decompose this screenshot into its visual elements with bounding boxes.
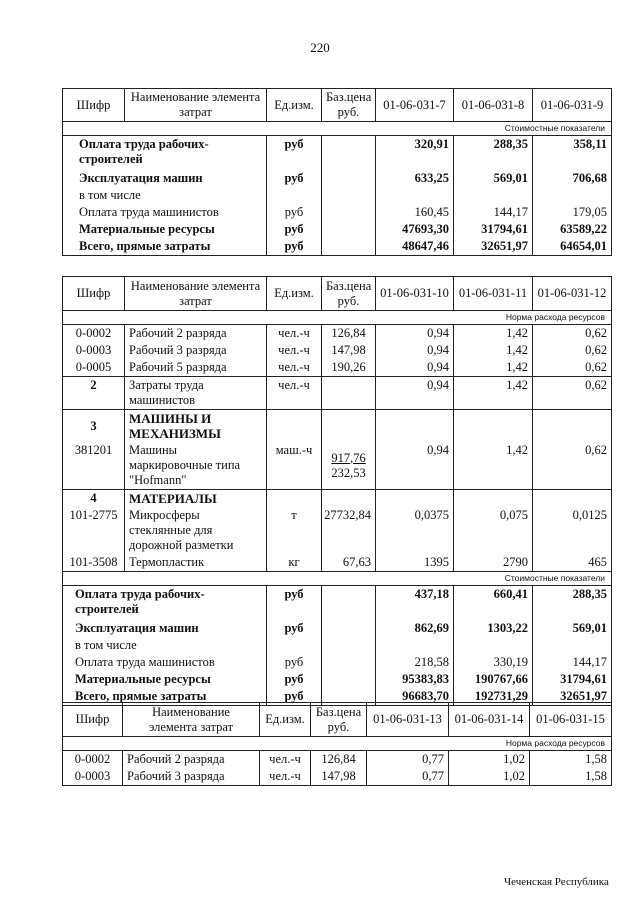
header-price: Баз.цена руб. bbox=[322, 89, 376, 122]
header-col: 01-06-031-10 bbox=[376, 277, 454, 311]
table-row: Оплата труда рабочих-строителей руб 320,91 288,35 358,11 bbox=[63, 136, 612, 170]
page-number: 220 bbox=[310, 40, 330, 55]
header-col: 01-06-031-14 bbox=[449, 703, 530, 737]
table-row: 101-3508 Термопластик кг 67,63 1395 2790 465 bbox=[63, 554, 612, 572]
table-row: Всего, прямые затраты руб 96683,70 192731,29 32651,97 bbox=[63, 688, 612, 706]
header-code: Шифр bbox=[63, 89, 125, 122]
section-label: Стоимостные показатели bbox=[63, 122, 612, 136]
table-row: Оплата труда машинистов руб 160,45 144,17 179,05 bbox=[63, 204, 612, 221]
header-col: 01-06-031-8 bbox=[454, 89, 533, 122]
header-name: Наименование элемента затрат bbox=[125, 277, 267, 311]
table-row: Эксплуатация машин руб 633,25 569,01 706,68 bbox=[63, 170, 612, 187]
table-header bbox=[63, 703, 612, 737]
cost-table-3 bbox=[62, 702, 612, 786]
table-row: Материальные ресурсы руб 47693,30 31794,61 63589,22 bbox=[63, 221, 612, 238]
header-price: Баз.цена руб. bbox=[322, 277, 376, 311]
table-row: Эксплуатация машин руб 862,69 1303,22 569,01 bbox=[63, 620, 612, 637]
cost-table-2 bbox=[62, 276, 612, 706]
footer-region: Чеченская Республика bbox=[504, 876, 609, 888]
table-header bbox=[63, 277, 612, 311]
table-header bbox=[63, 89, 612, 122]
table-row: 2 Затраты труда машинистов чел.-ч 0,94 1,42 0,62 bbox=[63, 377, 612, 410]
header-code: Шифр bbox=[63, 277, 125, 311]
table-row: 4 МАТЕРИАЛЫ bbox=[63, 490, 612, 508]
table-row: 101-2775 Микросферы стеклянные для дорожной разметки т 27732,84 0,0375 0,075 0,0125 bbox=[63, 507, 612, 554]
table-row: 0-0003 Рабочий 3 разряда чел.-ч 147,98 0,77 1,02 1,58 bbox=[63, 768, 612, 786]
header-col: 01-06-031-7 bbox=[376, 89, 454, 122]
table-row: Материальные ресурсы руб 95383,83 190767,66 31794,61 bbox=[63, 671, 612, 688]
table-row: Оплата труда машинистов руб 218,58 330,19 144,17 bbox=[63, 654, 612, 671]
table-row: в том числе bbox=[63, 637, 612, 654]
table-row: 0-0002 Рабочий 2 разряда чел.-ч 126,84 0,77 1,02 1,58 bbox=[63, 751, 612, 769]
header-name: Наименование элемента затрат bbox=[123, 703, 260, 737]
table-row: 3 МАШИНЫ И МЕХАНИЗМЫ bbox=[63, 410, 612, 443]
header-unit: Ед.изм. bbox=[260, 703, 311, 737]
header-name: Наименование элемента затрат bbox=[125, 89, 267, 122]
section-label: Норма расхода ресурсов bbox=[63, 311, 612, 325]
header-col: 01-06-031-12 bbox=[533, 277, 612, 311]
header-col: 01-06-031-15 bbox=[530, 703, 612, 737]
header-col: 01-06-031-11 bbox=[454, 277, 533, 311]
table-row: 0-0003 Рабочий 3 разряда чел.-ч 147,98 0,94 1,42 0,62 bbox=[63, 342, 612, 359]
table-row: 0-0002 Рабочий 2 разряда чел.-ч 126,84 0,94 1,42 0,62 bbox=[63, 325, 612, 343]
header-code: Шифр bbox=[63, 703, 123, 737]
header-unit: Ед.изм. bbox=[267, 277, 322, 311]
header-unit: Ед.изм. bbox=[267, 89, 322, 122]
table-row: Всего, прямые затраты руб 48647,46 32651,97 64654,01 bbox=[63, 238, 612, 256]
header-col: 01-06-031-9 bbox=[533, 89, 612, 122]
section-label: Стоимостные показатели bbox=[63, 572, 612, 586]
table-row: Оплата труда рабочих-строителей руб 437,18 660,41 288,35 bbox=[63, 586, 612, 620]
header-col: 01-06-031-13 bbox=[367, 703, 449, 737]
header-price: Баз.цена руб. bbox=[311, 703, 367, 737]
table-row: 0-0005 Рабочий 5 разряда чел.-ч 190,26 0,94 1,42 0,62 bbox=[63, 359, 612, 377]
section-label: Норма расхода ресурсов bbox=[63, 737, 612, 751]
table-row: 381201 Машины маркировочные типа "Hofmann" маш.-ч 917,76 232,53 0,94 1,42 0,62 bbox=[63, 442, 612, 490]
cost-table-1 bbox=[62, 88, 612, 256]
table-row: в том числе bbox=[63, 187, 612, 204]
